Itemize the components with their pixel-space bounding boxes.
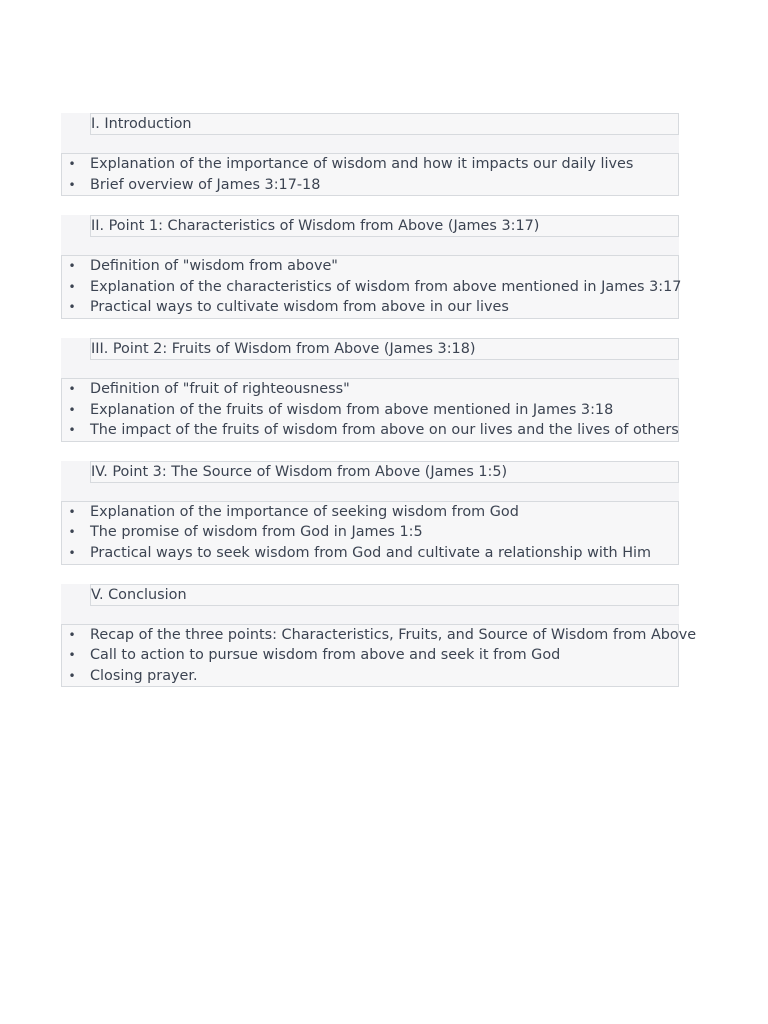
bullet-icon: •: [68, 423, 76, 438]
list-item: [62, 379, 678, 400]
list-item: [62, 645, 678, 666]
list-item: [62, 297, 678, 318]
list-item-text: Explanation of the characteristics of wisdom from above mentioned in James 3:17: [90, 278, 682, 295]
bullet-icon: •: [68, 504, 76, 519]
bullet-icon: •: [68, 300, 76, 315]
section-heading: V. Conclusion: [90, 584, 679, 606]
list-item-text: Explanation of the fruits of wisdom from above mentioned in James 3:18: [90, 401, 614, 418]
bullet-icon: •: [68, 668, 76, 683]
list-item: [62, 502, 678, 523]
outline-section-conclusion: [61, 584, 697, 688]
list-item-text: Practical ways to cultivate wisdom from above in our lives: [90, 299, 509, 316]
bullet-list: [61, 501, 679, 565]
list-item-text: Definition of "fruit of righteousness": [90, 380, 350, 397]
list-item: [62, 400, 678, 421]
bullet-icon: •: [68, 279, 76, 294]
bullet-icon: •: [68, 545, 76, 560]
outline-section-point-1: [61, 215, 682, 319]
list-item: [62, 625, 697, 646]
section-heading: II. Point 1: Characteristics of Wisdom from Above (James 3:17): [90, 215, 679, 237]
list-item-text: Call to action to pursue wisdom from above and seek it from God: [90, 647, 561, 664]
section-heading: I. Introduction: [90, 113, 679, 135]
bullet-icon: •: [68, 402, 76, 417]
list-item: [62, 256, 678, 277]
list-item-text: Explanation of the importance of seeking wisdom from God: [90, 503, 519, 520]
bullet-list: [61, 624, 697, 688]
list-item-text: Recap of the three points: Characteristics, Fruits, and Source of Wisdom from Above: [90, 626, 697, 643]
list-item-text: Practical ways to seek wisdom from God and cultivate a relationship with Him: [90, 544, 652, 561]
section-heading: IV. Point 3: The Source of Wisdom from Above (James 1:5): [90, 461, 679, 483]
outline-section-introduction: [61, 113, 679, 196]
bullet-list: [61, 255, 682, 319]
list-item-text: The impact of the fruits of wisdom from above on our lives and the lives of others: [90, 422, 679, 439]
outline-section-point-2: [61, 338, 679, 442]
list-item-text: Brief overview of James 3:17-18: [90, 176, 321, 193]
bullet-icon: •: [68, 627, 76, 642]
bullet-icon: •: [68, 259, 76, 274]
bullet-icon: •: [68, 381, 76, 396]
bullet-icon: •: [68, 525, 76, 540]
section-heading: III. Point 2: Fruits of Wisdom from Above (James 3:18): [90, 338, 679, 360]
list-item-text: Closing prayer.: [90, 667, 198, 684]
bullet-list: [61, 378, 679, 442]
bullet-list: [61, 153, 679, 196]
bullet-icon: •: [68, 157, 76, 171]
outline-section-point-3: [61, 461, 679, 565]
bullet-icon: •: [68, 177, 76, 192]
list-item: [62, 277, 682, 298]
list-item: [62, 154, 678, 175]
list-item: [62, 666, 678, 687]
list-item-text: Explanation of the importance of wisdom and how it impacts our daily lives: [90, 156, 634, 172]
list-item: [62, 522, 678, 543]
list-item: [62, 175, 678, 196]
bullet-icon: •: [68, 648, 76, 663]
list-item: [62, 420, 678, 441]
list-item-text: Definition of "wisdom from above": [90, 258, 338, 275]
list-item: [62, 543, 678, 564]
sermon-outline: [61, 113, 697, 687]
list-item-text: The promise of wisdom from God in James 1:5: [90, 524, 423, 541]
